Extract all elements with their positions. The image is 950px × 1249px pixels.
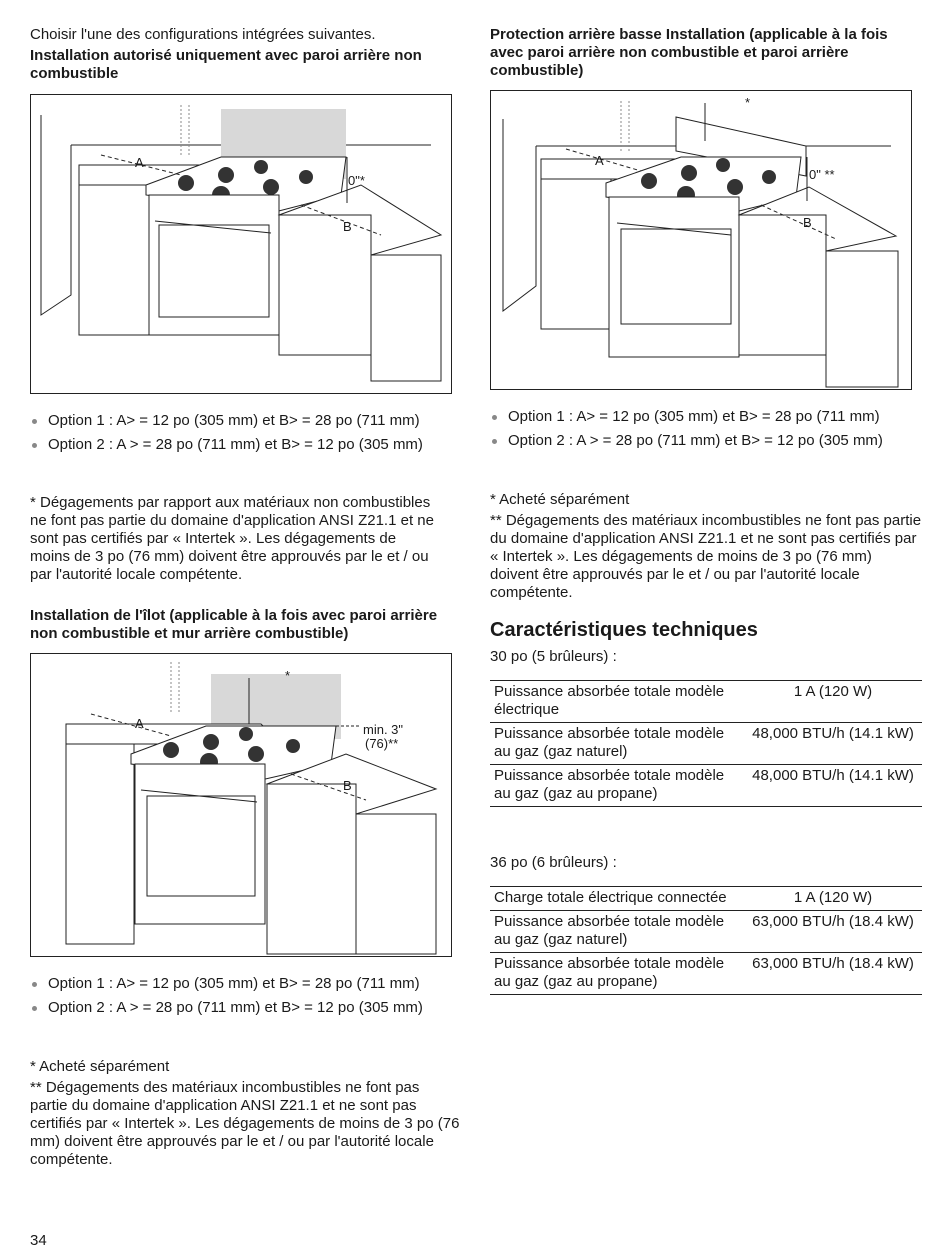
label-a: A [135,155,144,170]
bullet-icon [32,982,37,987]
label-b: B [803,215,812,230]
list-item: Option 1 : A> = 12 po (305 mm) et B> = 28 po (711 mm) [30,975,440,993]
footnote-3: ** Dégagements des matériaux incombustibles ne font pas partie du domaine d'application ANSI Z21.1 et ne sont pas certifiés par « Intertek ». Les dégagements de moins de 3 po (76 mm) doivent être approuvés par le et / ou par l'autorité locale compétente. [490,512,922,601]
table-row [490,723,922,765]
bullet-icon [32,1006,37,1011]
label-b: B [343,778,352,793]
table-row [490,953,922,995]
table-cell-value: 1 A (120 W) [793,683,873,700]
table-cell-label: Puissance absorbée totale modèle électrique [494,683,725,718]
specs-table-30 [490,680,922,807]
footnote-2: ** Dégagements des matériaux incombustibles ne font pas partie du domaine d'application ANSI Z21.1 et ne sont pas certifiés par « Intertek ». Les dégagements de moins de 3 po (76 mm) doivent être approuvés par le et / ou par l'autorité locale compétente. [30,1079,460,1168]
figure-island-installation [30,653,452,957]
label-star: * [745,95,751,110]
label-clearance: 0" ** [809,167,835,182]
list-item: Option 2 : A > = 28 po (711 mm) et B> = 12 po (305 mm) [490,432,900,450]
table-row [490,681,922,723]
label-min-mm: (76)** [365,736,399,751]
list-item: Option 1 : A> = 12 po (305 mm) et B> = 28 po (711 mm) [490,408,900,426]
table-cell-value: 63,000 BTU/h (18.4 kW) [752,955,914,972]
bullet-icon [32,443,37,448]
figure-back-wall-installation [30,94,452,394]
label-star: * [285,668,291,683]
table-cell-label: Puissance absorbée totale modèle au gaz (gaz naturel) [494,725,725,760]
options-list-1 [30,412,440,460]
range-diagram-1 [31,95,451,393]
label-a: A [595,153,604,168]
table-cell-value: 1 A (120 W) [793,889,873,906]
label-b: B [343,219,352,234]
label-min: min. 3" [363,722,404,737]
specs-table-36 [490,886,922,995]
table-cell-label: Charge totale électrique connectée [494,889,727,906]
table-cell-label: Puissance absorbée totale modèle au gaz (gaz au propane) [494,767,725,802]
table2-title: 36 po (6 brûleurs) : [490,854,617,871]
specs-title: Caractéristiques techniques [490,619,758,641]
label-clearance: 0"* [348,173,365,188]
heading-island: Installation de l'îlot (applicable à la fois avec paroi arrière non combustible et mur arrière combustible) [30,607,438,642]
table-cell-label: Puissance absorbée totale modèle au gaz (gaz naturel) [494,913,725,948]
table-row [490,765,922,807]
options-list-2 [30,975,440,1023]
range-diagram-2 [31,654,451,956]
list-item: Option 2 : A > = 28 po (711 mm) et B> = 12 po (305 mm) [30,999,440,1017]
footnote-purchased: * Acheté séparément [490,491,630,508]
label-a: A [135,716,144,731]
table1-title: 30 po (5 brûleurs) : [490,648,617,665]
page-number: 34 [30,1232,47,1249]
heading-low-back: Protection arrière basse Installation (applicable à la fois avec paroi arrière non combustible et paroi arrière combustible) [490,26,888,79]
figure-low-backguard-installation [490,90,912,390]
table-cell-value: 48,000 BTU/h (14.1 kW) [752,767,914,784]
bullet-icon [492,415,497,420]
bullet-icon [492,439,497,444]
table-row [490,887,922,911]
table-cell-label: Puissance absorbée totale modèle au gaz (gaz au propane) [494,955,725,990]
footnote-1: * Dégagements par rapport aux matériaux non combustibles ne font pas partie du domaine d'application ANSI Z21.1 et ne sont pas certifiés par « Intertek ». Les dégagements de moins de 3 po (76 mm) doivent être approuvés par le et / ou par l'autorité locale compétente. [30,494,434,583]
list-item: Option 2 : A > = 28 po (711 mm) et B> = 12 po (305 mm) [30,436,440,454]
footnote-purchased: * Acheté séparément [30,1058,170,1075]
range-diagram-3 [491,91,911,389]
list-item: Option 1 : A> = 12 po (305 mm) et B> = 28 po (711 mm) [30,412,440,430]
table-cell-value: 63,000 BTU/h (18.4 kW) [752,913,914,930]
bullet-icon [32,419,37,424]
table-row [490,911,922,953]
options-list-3 [490,408,900,456]
table-cell-value: 48,000 BTU/h (14.1 kW) [752,725,914,742]
heading-back-wall: Installation autorisé uniquement avec paroi arrière non combustible [30,47,422,82]
intro-text: Choisir l'une des configurations intégrées suivantes. [30,26,376,43]
